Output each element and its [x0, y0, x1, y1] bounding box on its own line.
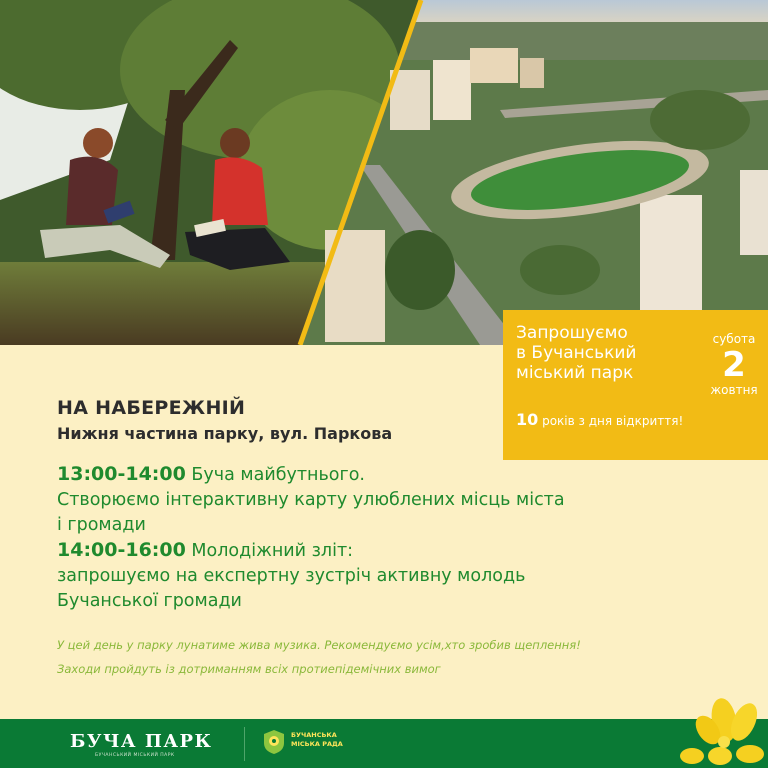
badge-invite-line2: в Бучанський [516, 343, 637, 363]
note-safety: Заходи пройдуть із дотриманням всіх протиепідемічних вимог [57, 662, 441, 676]
anniversary-text: років з дня відкриття! [542, 414, 684, 428]
badge-day-number: 2 [722, 345, 746, 385]
badge-invite-line3: міський парк [516, 363, 634, 383]
badge-month: жовтня [710, 383, 758, 397]
badge-invite-line1: Запрошуємо [516, 323, 628, 343]
council-line1: БУЧАНСЬКА [291, 731, 337, 739]
schedule-item-1 [57, 462, 697, 538]
schedule-line: запрошуємо на експертну зустріч активну молодь [57, 566, 526, 586]
footer-bar [0, 719, 768, 768]
location-subtitle: Нижня частина парку, вул. Паркова [57, 424, 393, 443]
bucha-park-logo-subtitle: БУЧАНСЬКИЙ МІСЬКИЙ ПАРК [95, 753, 175, 758]
note-music: У цей день у парку лунатиме жива музика. Рекомендуємо усім,хто зробив щеплення! [57, 638, 581, 652]
badge-anniversary [516, 410, 683, 429]
schedule-line: Бучанської громади [57, 591, 242, 611]
event-badge [503, 310, 768, 460]
city-council-emblem-icon [263, 729, 285, 755]
city-council-label [291, 731, 343, 749]
bucha-park-logo: БУЧА ПАРК [70, 731, 213, 752]
footer-divider [244, 727, 245, 761]
schedule-item-2 [57, 538, 697, 614]
badge-invite-text [516, 323, 636, 383]
yellow-flower-icon [672, 690, 768, 768]
schedule-time: 14:00-16:00 [57, 539, 186, 561]
schedule-title: Молодіжний зліт: [191, 541, 354, 561]
schedule [57, 462, 697, 614]
photo-collage [0, 0, 768, 345]
schedule-title: Буча майбутнього. [191, 465, 365, 485]
schedule-time: 13:00-14:00 [57, 463, 186, 485]
schedule-line: Створюємо інтерактивну карту улюблених місць міста [57, 490, 565, 510]
location-title: НА НАБЕРЕЖНІЙ [57, 397, 246, 419]
council-line2: МІСЬКА РАДА [291, 740, 343, 748]
photo-collage-graphic [0, 0, 768, 345]
anniversary-number: 10 [516, 410, 539, 429]
badge-weekday: субота [712, 332, 756, 346]
schedule-line: і громади [57, 515, 146, 535]
